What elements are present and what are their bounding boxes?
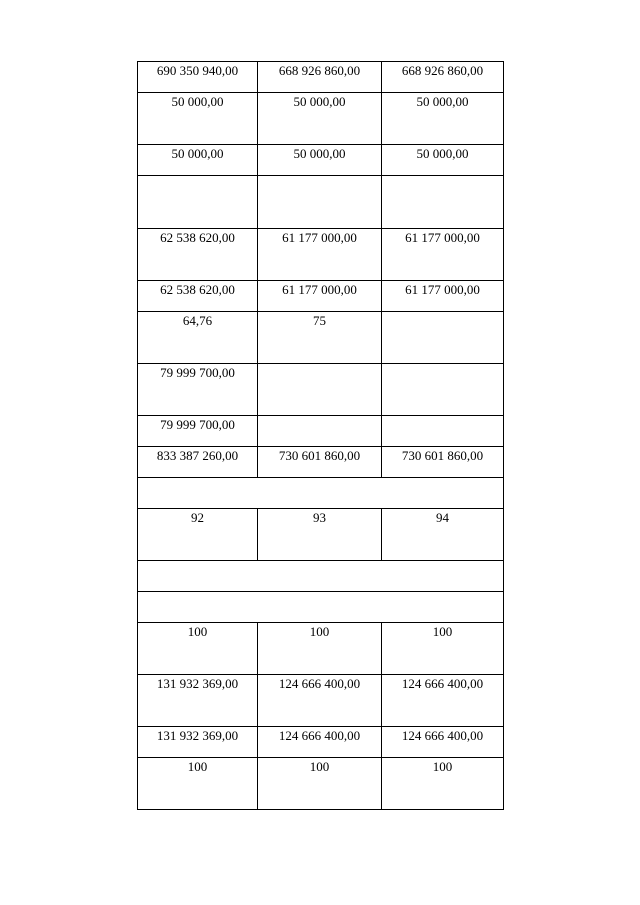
table-cell: 94 (382, 509, 504, 561)
table-cell: 50 000,00 (382, 145, 504, 176)
table-cell: 50 000,00 (258, 145, 382, 176)
table-row (138, 416, 504, 447)
table-row (138, 145, 504, 176)
table-cell (138, 561, 504, 592)
table-cell: 730 601 860,00 (258, 447, 382, 478)
table-cell: 50 000,00 (258, 93, 382, 145)
table-cell: 833 387 260,00 (138, 447, 258, 478)
table-cell (382, 312, 504, 364)
table-cell: 79 999 700,00 (138, 364, 258, 416)
table-cell (382, 416, 504, 447)
table-body (138, 62, 504, 810)
table-cell: 50 000,00 (138, 93, 258, 145)
table-row (138, 176, 504, 229)
table-row (138, 447, 504, 478)
table-cell: 100 (138, 758, 258, 810)
table-cell: 100 (258, 623, 382, 675)
table-cell: 131 932 369,00 (138, 675, 258, 727)
table-row (138, 364, 504, 416)
table-cell: 79 999 700,00 (138, 416, 258, 447)
table-cell (138, 176, 258, 229)
table-cell (258, 364, 382, 416)
table-cell: 124 666 400,00 (258, 675, 382, 727)
table-cell: 131 932 369,00 (138, 727, 258, 758)
table-row (138, 675, 504, 727)
table-cell: 61 177 000,00 (382, 281, 504, 312)
table-cell: 93 (258, 509, 382, 561)
table-cell: 100 (258, 758, 382, 810)
table-row (138, 93, 504, 145)
table-cell: 92 (138, 509, 258, 561)
table-row (138, 229, 504, 281)
table-cell: 61 177 000,00 (382, 229, 504, 281)
table-row (138, 758, 504, 810)
table-cell: 50 000,00 (382, 93, 504, 145)
table-cell: 75 (258, 312, 382, 364)
table-cell: 64,76 (138, 312, 258, 364)
table-cell: 124 666 400,00 (382, 727, 504, 758)
table-cell: 62 538 620,00 (138, 281, 258, 312)
table-cell (382, 364, 504, 416)
table-row (138, 623, 504, 675)
table-cell (138, 478, 504, 509)
table-cell: 124 666 400,00 (382, 675, 504, 727)
table-cell: 730 601 860,00 (382, 447, 504, 478)
table-cell: 61 177 000,00 (258, 281, 382, 312)
table-row (138, 561, 504, 592)
table-cell: 61 177 000,00 (258, 229, 382, 281)
table-cell (138, 592, 504, 623)
table-row (138, 312, 504, 364)
table-cell: 100 (138, 623, 258, 675)
table-cell: 124 666 400,00 (258, 727, 382, 758)
table-row (138, 62, 504, 93)
table-row (138, 509, 504, 561)
table-row (138, 281, 504, 312)
table-row (138, 592, 504, 623)
table-cell (382, 176, 504, 229)
table-cell: 100 (382, 623, 504, 675)
financial-table (137, 61, 504, 810)
table-cell: 50 000,00 (138, 145, 258, 176)
table-cell (258, 176, 382, 229)
table-cell (258, 416, 382, 447)
table-cell: 690 350 940,00 (138, 62, 258, 93)
table-cell: 668 926 860,00 (382, 62, 504, 93)
table-cell: 62 538 620,00 (138, 229, 258, 281)
table-row (138, 478, 504, 509)
table-cell: 100 (382, 758, 504, 810)
table-row (138, 727, 504, 758)
table-cell: 668 926 860,00 (258, 62, 382, 93)
